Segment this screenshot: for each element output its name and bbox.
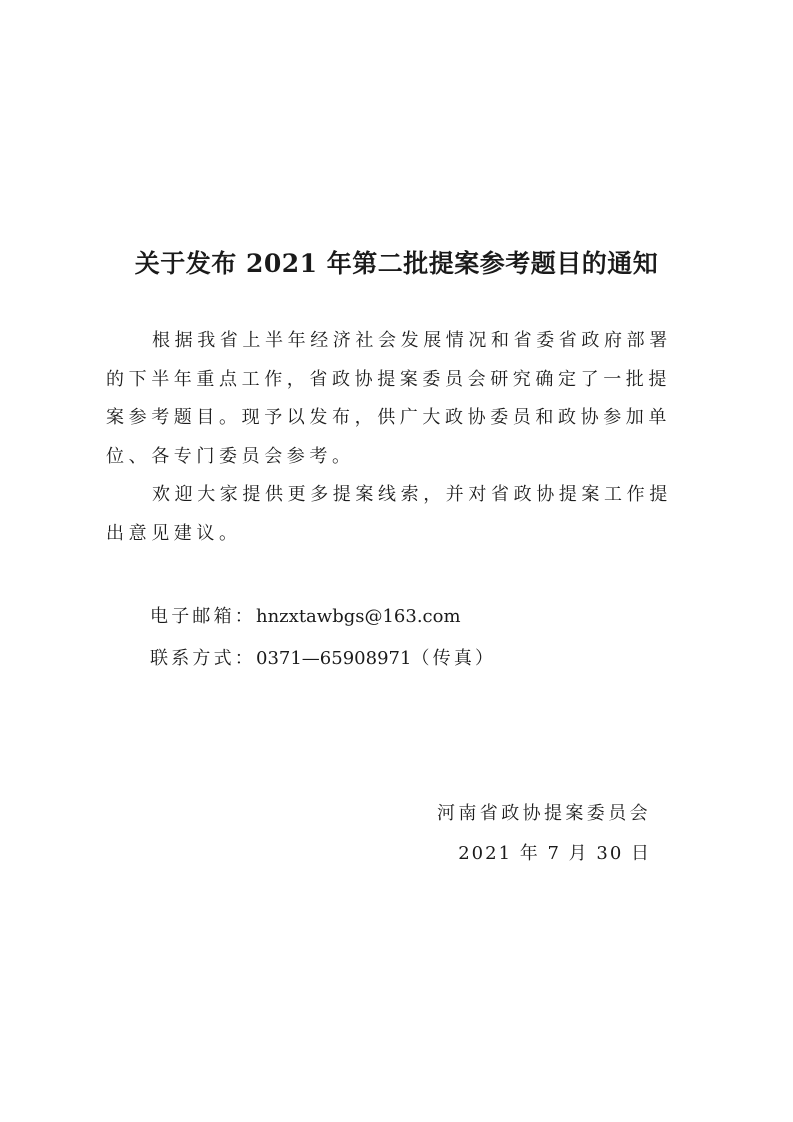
body-paragraph-1: 根据我省上半年经济社会发展情况和省委省政府部署的下半年重点工作，省政协提案委员会研究确定了一批提案参考题目。现予以发布，供广大政协委员和政协参加单位、各专门委员会参考。 [106, 330, 672, 467]
document-title: 关于发布 2021 年第二批提案参考题目的通知 [134, 249, 659, 278]
body-paragraph-2: 欢迎大家提供更多提案线索，并对省政协提案工作提出意见建议。 [106, 484, 672, 544]
email-label: 电子邮箱： [150, 606, 256, 627]
phone-number: 0371—65908971 [256, 648, 412, 669]
contact-email-line [150, 598, 461, 636]
phone-note: （传真） [411, 648, 497, 669]
phone-label: 联系方式： [150, 648, 256, 669]
contact-phone-line [150, 640, 496, 678]
email-address: hnzxtawbgs@163.com [256, 606, 461, 627]
signature-date: 2021 年 7 月 30 日 [458, 843, 651, 864]
signature-org: 河南省政协提案委员会 [437, 803, 651, 824]
